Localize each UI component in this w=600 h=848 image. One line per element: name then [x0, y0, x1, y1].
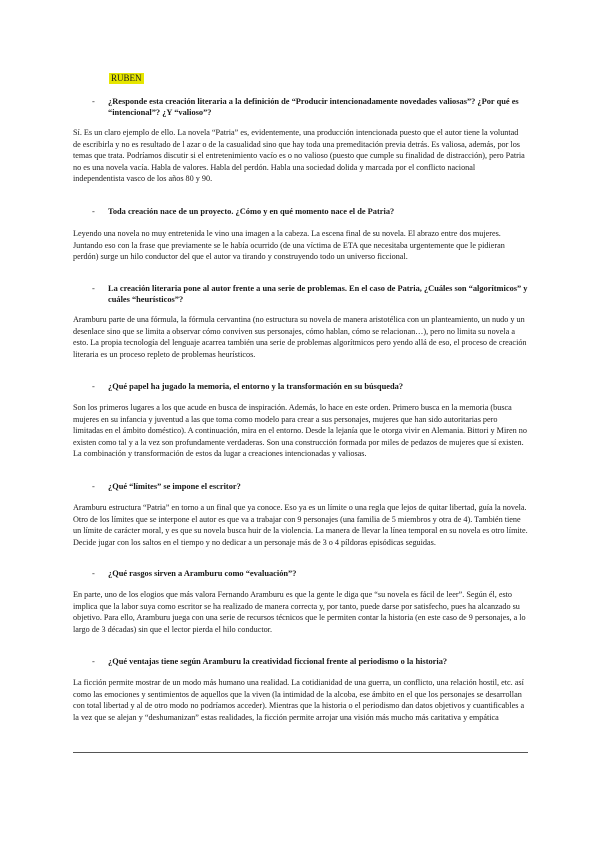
author-name: RUBEN: [111, 73, 142, 83]
bullet-marker: -: [92, 284, 95, 293]
question-heading: [92, 96, 532, 118]
question-text: ¿Qué ventajas tiene según Aramburu la creatividad ficcional frente al periodismo o la historia?: [108, 657, 448, 666]
question-heading: [92, 381, 532, 392]
bullet-marker: -: [92, 657, 95, 666]
question-text: Toda creación nace de un proyecto. ¿Cómo y en qué momento nace el de Patria?: [108, 207, 395, 216]
bullet-marker: -: [92, 382, 95, 391]
bullet-marker: -: [92, 97, 95, 106]
question-text: ¿Responde esta creación literaria a la definición de “Producir intencionadamente novedades valiosas”? ¿Por qué es “intencional”? ¿Y “valioso”?: [108, 97, 519, 117]
question-heading: [92, 481, 532, 492]
question-text: ¿Qué “límites” se impone el escritor?: [108, 482, 241, 491]
question-heading: [92, 568, 532, 579]
answer-paragraph: Aramburu parte de una fórmula, la fórmula cervantina (no estructura su novela de manera aristotélica con un planteamiento, un nudo y un desenlace sino que se limita a observar cómo conviven sus personajes, cómo hablan, cómo se relacionan…), pero no limita su novela a esto. La propia tecnología del lenguaje acarrea también una serie de problemas algorítmicos pero yendo allá de eso, el proceso de creación literaria es un proceso repleto de problemas heurísticos.: [73, 315, 527, 359]
answer-paragraph: Aramburu estructura “Patria” en torno a un final que ya conoce. Eso ya es un límite o una regla que lejos de quitar libertad, guía la novela. Otro de los límites que se interpone el autor es que va a trabajar con 9 personajes (una familia de 5 miembros y otra de 4). También tiene un límite de carácter moral, y es que su novela busca huir de la violencia. La manera de llevar la línea temporal en su novela es otro límite. Decide jugar con los saltos en el tiempo y no dedicar a un personaje más de 3 o 4 píldoras episódicas seguidas.: [73, 503, 528, 547]
question-heading: [92, 656, 532, 667]
answer-paragraph: Son los primeros lugares a los que acude en busca de inspiración. Además, lo hace en este orden. Primero busca en la memoria (busca mujeres en su infancia y juventud a las que toma como modelo para crear a sus personajes, mujeres que han sido autoritarias pero limitadas en el ámbito doméstico). A continuación, mira en el entorno. Desde la lejanía que le otorga vivir en Alemania. Bittori y Miren no existen como tal y a la vez son profundamente verdaderas. Son una construcción formada por miles de pedazos de mujeres que sí existen. La combinación y transformación de estos da lugar a creaciones intencionadas y valiosas.: [73, 403, 527, 459]
question-heading: [92, 206, 532, 217]
answer-paragraph: Sí. Es un claro ejemplo de ello. La novela “Patria” es, evidentemente, una producción intencionada puesto que el autor tiene la voluntad de escribirla y no es resultado de l azar o de la casualidad sino que hay toda una premeditación previa detrás. Es valiosa, además, por los temas que trata. Podríamos discutir si el entretenimiento vacío es o no valioso (puesto que cumple su finalidad de distracción), pero Patria no es una novela vacía. Habla de valores. Habla del perdón. Habla una sociedad dolida y marcada por el conflicto nacional independentista vasco de los años 80 y 90.: [73, 128, 525, 184]
question-text: ¿Qué papel ha jugado la memoria, el entorno y la transformación en su búsqueda?: [108, 382, 404, 391]
answer-paragraph: La ficción permite mostrar de un modo más humano una realidad. La cotidianidad de una guerra, un conflicto, una relación hostil, etc. así como las emociones y sentimientos de aquellos que la viven (la intimidad de la alcoba, ese ámbito en el que los personajes se desarrollan con total libertad y al de otro modo no podríamos acceder). Mientras que la historia o el periodismo dan datos objetivos y cuantificables a la vez que se alejan y “deshumanizan” estas realidades, la ficción permite arrojar una visión más mucho más caritativa y empática: [73, 678, 525, 722]
page-divider: [73, 752, 528, 753]
question-text: La creación literaria pone al autor frente a una serie de problemas. En el caso de Patria, ¿Cuáles son “algorítmicos” y cuáles “heurísticos”?: [108, 284, 528, 304]
answer-paragraph: En parte, uno de los elogios que más valora Fernando Aramburu es que la gente le diga que “su novela es fácil de leer”. Según él, esto implica que la labor suya como escritor se ha realizado de manera correcta y, por tanto, puede darse por satisfecho, pues ha alcanzado su objetivo. Para ello, Aramburu juega con una serie de recursos técnicos que le permiten contar la historia (en este caso de 9 personajes, a lo largo de 3 décadas) sin que el lector pierda el hilo conductor.: [73, 590, 526, 634]
bullet-marker: -: [92, 207, 95, 216]
bullet-marker: -: [92, 482, 95, 491]
answer-paragraph: Leyendo una novela no muy entretenida le vino una imagen a la cabeza. La escena final de su novela. El abrazo entre dos mujeres. Juntando eso con la frase que previamente se le había ocurrido (de una víctima de ETA que necesitaba urgentemente que le pidieran perdón) surge un hilo conductor del que el autor va tirando y construyendo todo un universo ficcional.: [73, 229, 505, 262]
question-text: ¿Qué rasgos sirven a Aramburu como “evaluación”?: [108, 569, 297, 578]
question-heading: [92, 283, 532, 305]
bullet-marker: -: [92, 569, 95, 578]
